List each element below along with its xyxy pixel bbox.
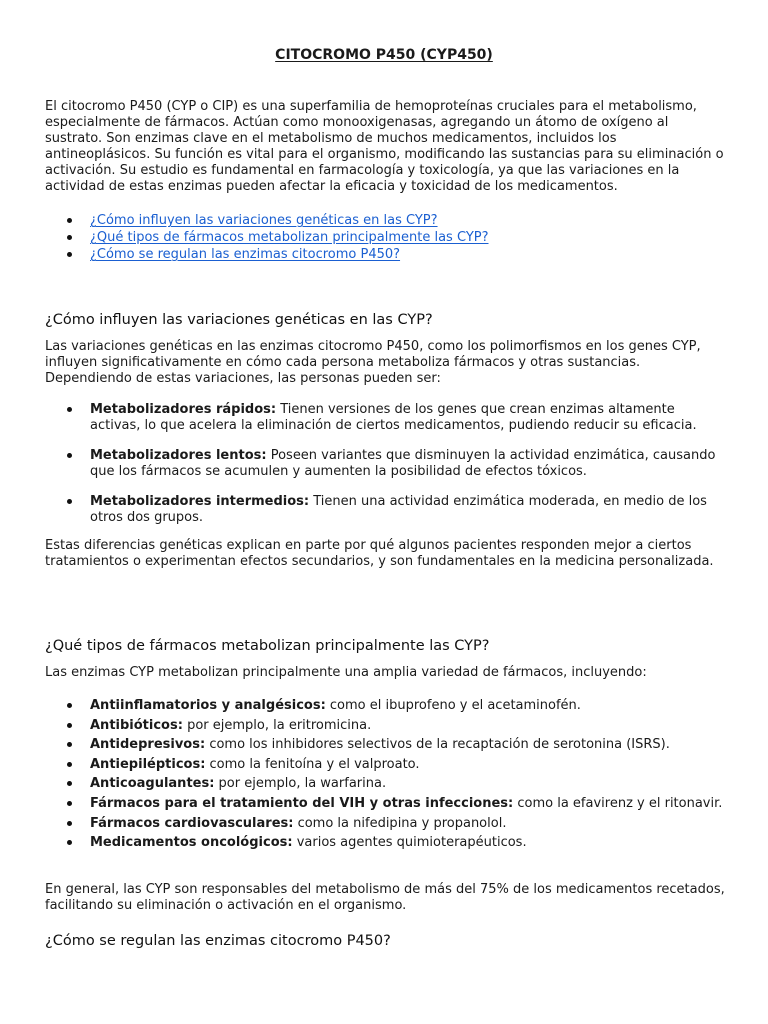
list-item-term: Metabolizadores rápidos: (90, 402, 277, 417)
list-item-text: como la efavirenz y el ritonavir. (513, 795, 723, 811)
list-item-text: por ejemplo, la eritromicina. (182, 717, 372, 733)
toc-link-genetic-variations[interactable]: ¿Cómo influyen las variaciones genéticas en las CYP? (90, 213, 438, 228)
list-item-text: por ejemplo, la warfarina. (214, 776, 387, 792)
metabolizer-list (45, 402, 725, 540)
list-item-term: Antidepresivos: (90, 737, 206, 753)
list-item-term: Antiepilépticos: (90, 756, 206, 772)
list-item-text: varios agentes quimioterapéuticos. (292, 835, 527, 851)
list-item (45, 718, 725, 734)
section-heading-genetic-variations: ¿Cómo influyen las variaciones genéticas en las CYP? (45, 312, 433, 328)
list-item-term: Fármacos para el tratamiento del VIH y otras infecciones: (90, 795, 514, 811)
section2-paragraph: Las enzimas CYP metabolizan principalmente una amplia variedad de fármacos, incluyendo: (45, 665, 647, 680)
section1-closing: Estas diferencias genéticas explican en parte por qué algunos pacientes responden mejor a ciertos tratamientos o experimentan efectos secundarios, y son fundamentales en la medicina personalizada. (45, 538, 714, 569)
table-of-contents (45, 213, 725, 264)
list-item (45, 448, 725, 480)
intro-paragraph: El citocromo P450 (CYP o CIP) es una superfamilia de hemoproteínas cruciales para el metabolismo, especialmente de fármacos. Actúan como monooxigenasas, agregando un átomo de oxígeno al sustrato. Son enzimas clave en el metabolismo de muchos medicamentos, incluidos los antineoplásicos. Su función es vital para el organismo, modificando las sustancias para su eliminación o activación. Su estudio es fundamental en farmacología y toxicología, ya que las variaciones en la actividad de estas enzimas pueden afectar la eficacia y toxicidad de los medicamentos. (45, 99, 724, 194)
list-item-text: como la fenitoína y el valproato. (205, 756, 420, 772)
toc-item (45, 247, 725, 264)
list-item (45, 816, 725, 832)
list-item (45, 698, 725, 714)
list-item-text: Tienen una actividad enzimática moderada, en medio de los otros dos grupos. (90, 494, 707, 525)
drug-type-list (45, 698, 725, 855)
list-item-term: Antibióticos: (90, 717, 183, 733)
list-item (45, 757, 725, 773)
list-item (45, 776, 725, 792)
list-item-term: Antiinflamatorios y analgésicos: (90, 698, 326, 713)
list-item-text: Tienen versiones de los genes que crean enzimas altamente activas, lo que acelera la eliminación de ciertos medicamentos, pudiendo reducir su eficacia. (90, 402, 697, 433)
toc-link-regulation[interactable]: ¿Cómo se regulan las enzimas citocromo P450? (90, 247, 401, 262)
list-item-text: Poseen variantes que disminuyen la actividad enzimática, causando que los fármacos se acumulen y aumenten la posibilidad de efectos tóxicos. (90, 448, 716, 479)
list-item-term: Metabolizadores intermedios: (90, 494, 310, 509)
list-item-text: como la nifedipina y propanolol. (293, 815, 507, 831)
section2-closing: En general, las CYP son responsables del metabolismo de más del 75% de los medicamentos recetados, facilitando su eliminación o activación en el organismo. (45, 882, 725, 913)
section-heading-drug-types: ¿Qué tipos de fármacos metabolizan principalmente las CYP? (45, 638, 490, 654)
toc-item (45, 213, 725, 230)
list-item-term: Metabolizadores lentos: (90, 448, 267, 463)
section-heading-regulation: ¿Cómo se regulan las enzimas citocromo P450? (45, 933, 391, 949)
list-item-term: Fármacos cardiovasculares: (90, 815, 294, 831)
list-item (45, 737, 725, 753)
list-item (45, 402, 725, 434)
toc-link-drug-types[interactable]: ¿Qué tipos de fármacos metabolizan principalmente las CYP? (90, 230, 489, 245)
list-item-term: Anticoagulantes: (90, 776, 215, 792)
toc-item (45, 230, 725, 247)
list-item (45, 835, 725, 851)
list-item-text: como el ibuprofeno y el acetaminofén. (325, 698, 581, 713)
list-item (45, 796, 725, 812)
list-item-term: Medicamentos oncológicos: (90, 835, 293, 851)
section1-paragraph: Las variaciones genéticas en las enzimas citocromo P450, como los polimorfismos en los genes CYP, influyen significativamente en cómo cada persona metaboliza fármacos y otras sustancias. Dependiendo de estas variaciones, las personas pueden ser: (45, 339, 701, 386)
list-item-text: como los inhibidores selectivos de la recaptación de serotonina (ISRS). (205, 737, 670, 753)
list-item (45, 494, 725, 526)
document-title: CITOCROMO P450 (CYP450) (275, 47, 493, 63)
